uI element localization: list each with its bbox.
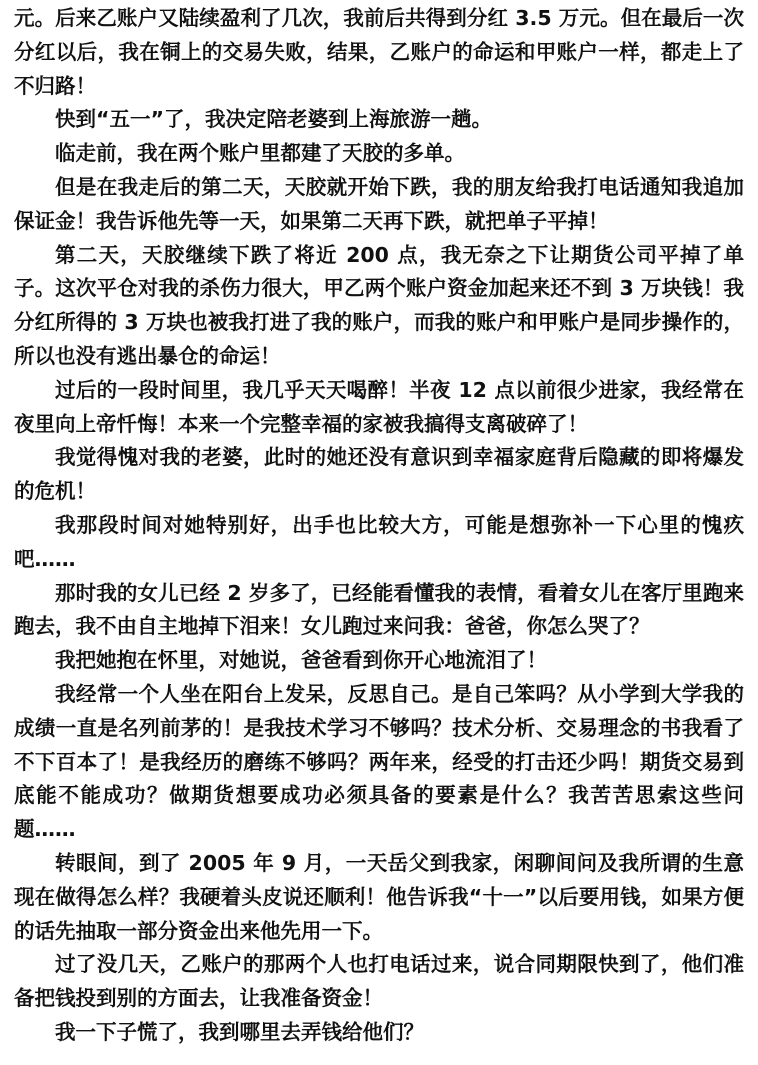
paragraph-11: 我经常一个人坐在阳台上发呆，反思自己。是自己笨吗？从小学到大学我的成绩一直是名列前茅的！是我技术学习不够吗？技术分析、交易理念的书我看了不下百本了！是我经历的磨练不够吗？两年来，经受的打击还少吗！期货交易到底能不能成功？做期货想要成功必须具备的要素是什么？我苦苦思索这些问题…… — [14, 681, 744, 842]
paragraph-6: 过后的一段时间里，我几乎天天喝醉！半夜 12 点以前很少进家，我经常在夜里向上帝忏悔！本来一个完整幸福的家被我搞得支离破碎了！ — [14, 377, 744, 436]
paragraph-14: 我一下子慌了，我到哪里去弄钱给他们？ — [55, 1019, 424, 1044]
paragraph-8: 我那段时间对她特别好，出手也比较大方，可能是想弥补一下心里的愧疚吧…… — [14, 512, 744, 571]
paragraph-2: 快到“五一”了，我决定陪老婆到上海旅游一趟。 — [55, 107, 492, 132]
paragraph-5: 第二天，天胶继续下跌了将近 200 点，我无奈之下让期货公司平掉了单子。这次平仓对我的杀伤力很大，甲乙两个账户资金加起来还不到 3 万块钱！我分红所得的 3 万块也被我打进了我的账户，而我的账户和甲账户是同步操作的，所以也没有逃出暴仓的命运！ — [14, 242, 744, 368]
paragraph-4: 但是在我走后的第二天，天胶就开始下跌，我的朋友给我打电话通知我追加保证金！我告诉他先等一天，如果第二天再下跌，就把单子平掉！ — [14, 174, 744, 233]
paragraph-7: 我觉得愧对我的老婆，此时的她还没有意识到幸福家庭背后隐藏的即将爆发的危机！ — [14, 445, 744, 504]
paragraph-10: 我把她抱在怀里，对她说，爸爸看到你开心地流泪了！ — [55, 648, 547, 673]
paragraph-3: 临走前，我在两个账户里都建了天胶的多单。 — [55, 141, 465, 166]
paragraph-12: 转眼间，到了 2005 年 9 月，一天岳父到我家，闲聊间问及我所谓的生意现在做得怎么样？我硬着头皮说还顺利！他告诉我“十一”以后要用钱，如果方便的话先抽取一部分资金出来他先用一下。 — [14, 850, 744, 943]
paragraph-9: 那时我的女儿已经 2 岁多了，已经能看懂我的表情，看着女儿在客厅里跑来跑去，我不由自主地掉下泪来！女儿跑过来问我：爸爸，你怎么哭了？ — [14, 580, 744, 639]
paragraph-13: 过了没几天，乙账户的那两个人也打电话过来，说合同期限快到了，他们准备把钱投到别的方面去，让我准备资金！ — [14, 952, 744, 1011]
paragraph-1: 元。后来乙账户又陆续盈利了几次，我前后共得到分红 3.5 万元。但在最后一次分红以后，我在铜上的交易失败，结果，乙账户的命运和甲账户一样，都走上了不归路！ — [14, 6, 744, 98]
